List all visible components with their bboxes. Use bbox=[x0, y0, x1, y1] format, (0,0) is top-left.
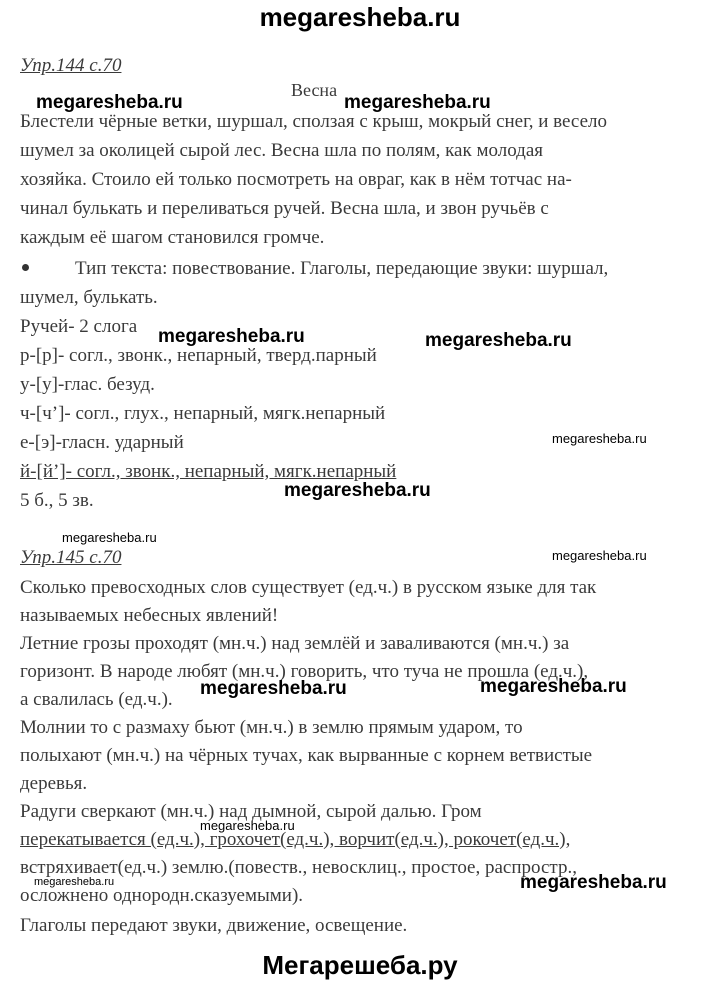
watermark: megaresheba.ru bbox=[552, 431, 647, 446]
text-line: каждым её шагом становился громче. bbox=[20, 227, 325, 248]
exercise-144-title: Упр.144 с.70 bbox=[20, 55, 122, 76]
text-line: шумел за околицей сырой лес. Весна шла по полям, как молодая bbox=[20, 140, 544, 161]
watermark: megaresheba.ru bbox=[200, 818, 295, 833]
watermark: megaresheba.ru bbox=[62, 530, 157, 545]
phonetic-line: ч-[ч’]- согл., глух., непарный, мягк.непарный bbox=[20, 403, 386, 424]
watermark: megaresheba.ru bbox=[284, 480, 431, 501]
text-line: а свалилась (ед.ч.). bbox=[20, 689, 173, 710]
exercise-145-title: Упр.145 с.70 bbox=[20, 547, 122, 568]
phonetic-line: р-[р]- согл., звонк., непарный, тверд.парный bbox=[20, 345, 377, 366]
text-line: встряхивает(ед.ч.) землю.(повеств., невосклиц., простое, распростр., bbox=[20, 857, 577, 878]
site-footer: Мегарешеба.ру bbox=[262, 950, 458, 980]
text-line: горизонт. В народе любят (мн.ч.) говорить, что туча не прошла (ед.ч.), bbox=[20, 661, 589, 682]
text-line: осложнено однородн.сказуемыми). bbox=[20, 885, 304, 906]
phonetic-line: е-[э]-гласн. ударный bbox=[20, 432, 184, 453]
watermark: megaresheba.ru bbox=[36, 92, 183, 113]
text-line: Молнии то с размаху бьют (мн.ч.) в землю прямым ударом, то bbox=[20, 717, 523, 738]
word-syllables: Ручей- 2 слога bbox=[20, 316, 138, 337]
text-line: Летние грозы проходят (мн.ч.) над землёй и заваливаются (мн.ч.) за bbox=[20, 633, 570, 654]
phonetic-line: й-[й’]- согл., звонк., непарный, мягк.непарный bbox=[20, 461, 397, 482]
watermark: megaresheba.ru bbox=[158, 326, 305, 347]
text-line: Сколько превосходных слов существует (ед.ч.) в русском языке для так bbox=[20, 577, 597, 598]
text-line: Блестели чёрные ветки, шуршал, сползая с крыш, мокрый снег, и весело bbox=[20, 111, 608, 132]
text-line: полыхают (мн.ч.) на чёрных тучах, как вырванные с корнем ветвистые bbox=[20, 745, 593, 766]
watermark: megaresheba.ru bbox=[425, 330, 572, 351]
analysis-line: шумел, булькать. bbox=[20, 287, 158, 308]
letters-sounds-summary: 5 б., 5 зв. bbox=[20, 490, 94, 511]
phonetic-line: у-[у]-глас. безуд. bbox=[20, 374, 155, 395]
bullet-icon bbox=[22, 264, 29, 271]
watermark: megaresheba.ru bbox=[34, 876, 115, 888]
watermark: megaresheba.ru bbox=[552, 548, 647, 563]
text-line: деревья. bbox=[20, 773, 88, 794]
text-heading: Весна bbox=[291, 80, 338, 100]
watermark: megaresheba.ru bbox=[520, 872, 667, 893]
text-line: хозяйка. Стоило ей только посмотреть на овраг, как в нём тотчас на- bbox=[20, 169, 572, 190]
text-line: называемых небесных явлений! bbox=[20, 605, 279, 626]
watermark: megaresheba.ru bbox=[200, 678, 347, 699]
text-line: Радуги сверкают (мн.ч.) над дымной, сырой далью. Гром bbox=[20, 801, 482, 822]
text-line: Глаголы передают звуки, движение, освещение. bbox=[20, 915, 408, 936]
text-line: чинал булькать и переливаться ручей. Весна шла, и звон ручьёв с bbox=[20, 198, 549, 219]
watermark: megaresheba.ru bbox=[344, 92, 491, 113]
text-line: перекатывается (ед.ч.), грохочет(ед.ч.), ворчит(ед.ч.), рокочет(ед.ч.), bbox=[20, 829, 571, 850]
site-header: megaresheba.ru bbox=[259, 2, 461, 32]
analysis-line: Тип текста: повествование. Глаголы, передающие звуки: шуршал, bbox=[75, 258, 609, 279]
watermark: megaresheba.ru bbox=[480, 676, 627, 697]
